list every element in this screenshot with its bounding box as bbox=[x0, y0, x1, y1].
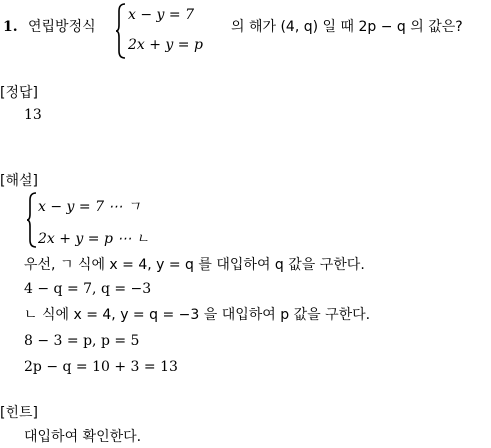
explanation-step-3: ㄴ 식에 x = 4, y = q = −3 을 대입하여 p 값을 구한다. bbox=[24, 307, 371, 323]
explanation-system-brace bbox=[26, 192, 38, 248]
question-equation-2: 2x + y = p bbox=[128, 37, 203, 53]
question-number: 1. bbox=[3, 19, 18, 35]
explanation-step-2: 4 − q = 7, q = −3 bbox=[24, 281, 152, 297]
explanation-equation-2: 2x + y = p ⋯ ㄴ bbox=[38, 231, 150, 247]
question-prefix: 연립방정식 bbox=[28, 19, 96, 35]
explanation-equation-1: x − y = 7 ⋯ ㄱ bbox=[38, 199, 141, 215]
hint-text: 대입하여 확인한다. bbox=[24, 429, 142, 445]
answer-label: [정답] bbox=[0, 85, 38, 101]
explanation-step-4: 8 − 3 = p, p = 5 bbox=[24, 333, 140, 349]
question-row bbox=[3, 18, 18, 36]
question-equation-1: x − y = 7 bbox=[128, 7, 194, 23]
question-suffix: 의 해가 (4, q) 일 때 2p − q 의 값은? bbox=[231, 19, 463, 35]
hint-label: [힌트] bbox=[0, 405, 38, 421]
question-system-brace bbox=[115, 3, 127, 59]
answer-value: 13 bbox=[24, 107, 42, 123]
explanation-step-1: 우선, ㄱ 식에 x = 4, y = q 를 대입하여 q 값을 구한다. bbox=[24, 257, 365, 273]
explanation-label: [해설] bbox=[0, 173, 38, 189]
explanation-step-5: 2p − q = 10 + 3 = 13 bbox=[24, 359, 178, 375]
